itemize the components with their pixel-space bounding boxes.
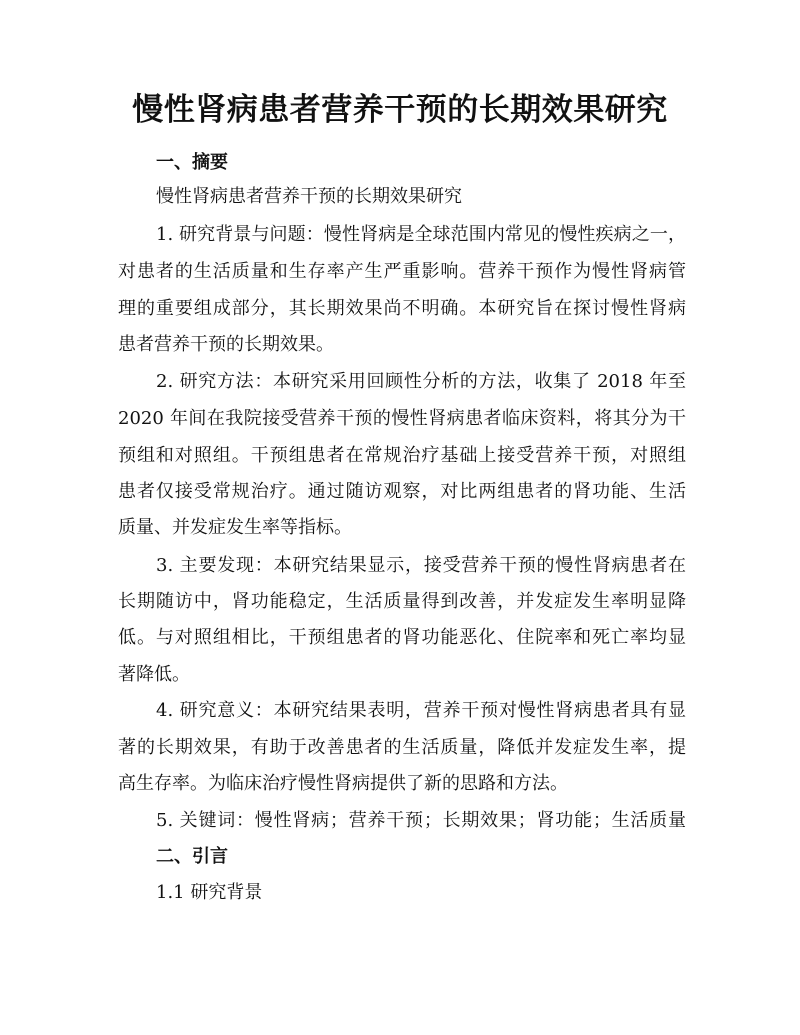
paragraph-line: 理的重要组成部分，其长期效果尚不明确。本研究旨在探讨慢性肾病 bbox=[118, 298, 686, 319]
paragraph-line: 3. 主要发现：本研究结果显示，接受营养干预的慢性肾病患者在 bbox=[156, 555, 686, 576]
paragraph-line: 1. 研究背景与问题：慢性肾病是全球范围内常见的慢性疾病之一， bbox=[156, 224, 686, 245]
paragraph-line: 4. 研究意义：本研究结果表明，营养干预对慢性肾病患者具有显 bbox=[156, 700, 686, 721]
paragraph-line: 低。与对照组相比，干预组患者的肾功能恶化、住院率和死亡率均显 bbox=[118, 627, 686, 648]
paragraph-line: 著的长期效果，有助于改善患者的生活质量，降低并发症发生率，提 bbox=[118, 737, 686, 758]
abstract-subtitle: 慢性肾病患者营养干预的长期效果研究 bbox=[156, 186, 462, 207]
section-heading-abstract: 一、摘要 bbox=[156, 152, 228, 173]
subsection-heading: 1.1 研究背景 bbox=[156, 882, 263, 903]
paragraph-line: 2020 年间在我院接受营养干预的慢性肾病患者临床资料，将其分为干 bbox=[118, 408, 686, 429]
paragraph-line: 质量、并发症发生率等指标。 bbox=[118, 517, 352, 538]
paragraph-line: 著降低。 bbox=[118, 664, 190, 685]
paragraph-line: 2. 研究方法：本研究采用回顾性分析的方法，收集了 2018 年至 bbox=[156, 371, 686, 392]
paragraph-line: 对患者的生活质量和生存率产生严重影响。营养干预作为慢性肾病管 bbox=[118, 261, 686, 282]
paragraph-line: 患者营养干预的长期效果。 bbox=[118, 334, 334, 355]
paragraph-line: 患者仅接受常规治疗。通过随访观察，对比两组患者的肾功能、生活 bbox=[118, 481, 686, 502]
paragraph-line: 长期随访中，肾功能稳定，生活质量得到改善，并发症发生率明显降 bbox=[118, 591, 686, 612]
page-title: 慢性肾病患者营养干预的长期效果研究 bbox=[132, 92, 668, 128]
paragraph-line: 高生存率。为临床治疗慢性肾病提供了新的思路和方法。 bbox=[118, 773, 568, 794]
keywords-line: 5. 关键词：慢性肾病；营养干预；长期效果；肾功能；生活质量 bbox=[156, 810, 686, 831]
section-heading-introduction: 二、引言 bbox=[156, 846, 228, 867]
paragraph-line: 预组和对照组。干预组患者在常规治疗基础上接受营养干预，对照组 bbox=[118, 445, 686, 466]
